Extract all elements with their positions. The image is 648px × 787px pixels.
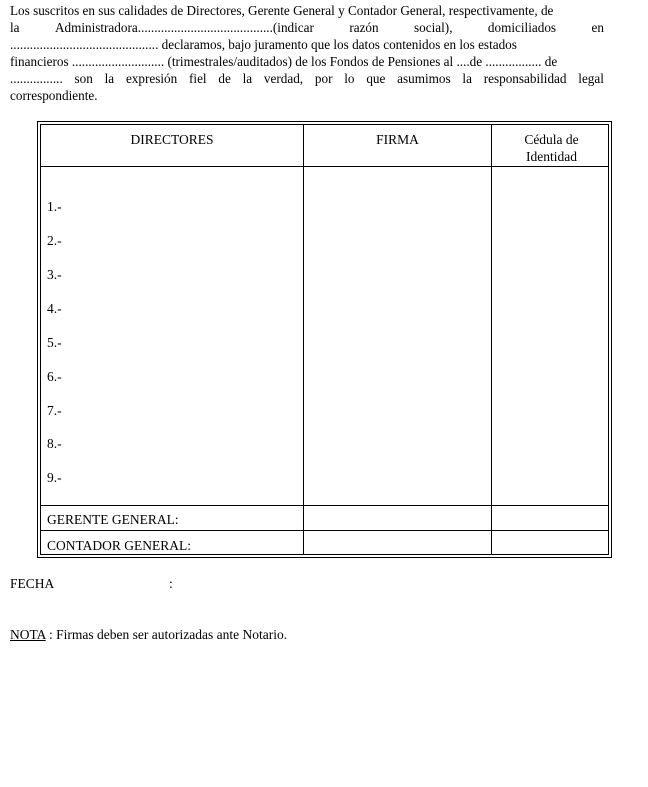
declaration-line-2 (10, 19, 604, 36)
header-cedula-line2: Identidad (526, 149, 577, 164)
declaration-line-3: ............................................. declaramos, bajo juramento que los datos contenidos en los estados (10, 37, 517, 52)
declaration-word: responsabilidad (483, 71, 567, 86)
declaration-word: por (314, 71, 333, 86)
signature-table-inner (40, 124, 609, 555)
declaration-line-6: correspondiente. (10, 88, 98, 103)
declaration-word: ................ (10, 71, 63, 86)
declaration-word: la (242, 71, 253, 86)
declaration-line-5 (10, 70, 604, 87)
director-row-5: 5.- (47, 335, 62, 350)
declaration-word: Administradora.........................................(indicar (54, 20, 314, 35)
declaration-word: razón (349, 20, 379, 35)
declaration-word: la (462, 71, 472, 86)
declaration-word: que (366, 71, 386, 86)
declaration-word: verdad, (263, 71, 304, 86)
nota-label: NOTA (10, 627, 46, 642)
declaration-line-1: Los suscritos en sus calidades de Directores, Gerente General y Contador General, respectivamente, de (10, 3, 554, 18)
fecha-colon: : (169, 576, 173, 591)
declaration-word: la (10, 20, 20, 35)
fecha-label: FECHA (10, 576, 55, 591)
header-directores: DIRECTORES (130, 132, 214, 147)
director-row-4: 4.- (47, 301, 62, 316)
declaration-word: lo (344, 71, 355, 86)
director-row-9: 9.- (47, 470, 62, 485)
declaration-word: la (104, 71, 115, 86)
director-row-6: 6.- (47, 369, 62, 384)
declaration-word: social), (414, 20, 453, 35)
gerente-general-label: GERENTE GENERAL: (47, 512, 179, 527)
declaration-word: expresión (125, 71, 178, 86)
nota-text: : Firmas deben ser autorizadas ante Notario. (45, 627, 288, 642)
header-cedula-line1: Cédula de (524, 132, 579, 147)
header-cedula (492, 131, 611, 165)
director-row-1: 1.- (47, 199, 62, 214)
director-row-2: 2.- (47, 233, 62, 248)
column-divider-firma (303, 125, 304, 554)
declaration-paragraph (10, 2, 604, 104)
contador-divider (41, 530, 608, 531)
declaration-word: en (591, 20, 604, 35)
signature-table (37, 121, 612, 558)
director-row-8: 8.- (47, 436, 62, 451)
declaration-line-4: financieros ............................ (trimestrales/auditados) de los Fondos de Pensiones al ....de ................. de (10, 54, 558, 69)
contador-general-label: CONTADOR GENERAL: (47, 538, 192, 553)
declaration-word: fiel (189, 71, 207, 86)
director-row-3: 3.- (47, 267, 62, 282)
declaration-word: legal (578, 71, 604, 86)
header-firma: FIRMA (376, 132, 419, 147)
declaration-word: asumimos (397, 71, 451, 86)
declaration-word: domiciliados (487, 20, 557, 35)
nota-line (10, 627, 287, 643)
declaration-word: son (74, 71, 93, 86)
declaration-word: de (218, 71, 231, 86)
header-divider (41, 166, 608, 167)
gerente-divider (41, 505, 608, 506)
column-divider-cedula (491, 125, 492, 554)
director-row-7: 7.- (47, 403, 62, 418)
